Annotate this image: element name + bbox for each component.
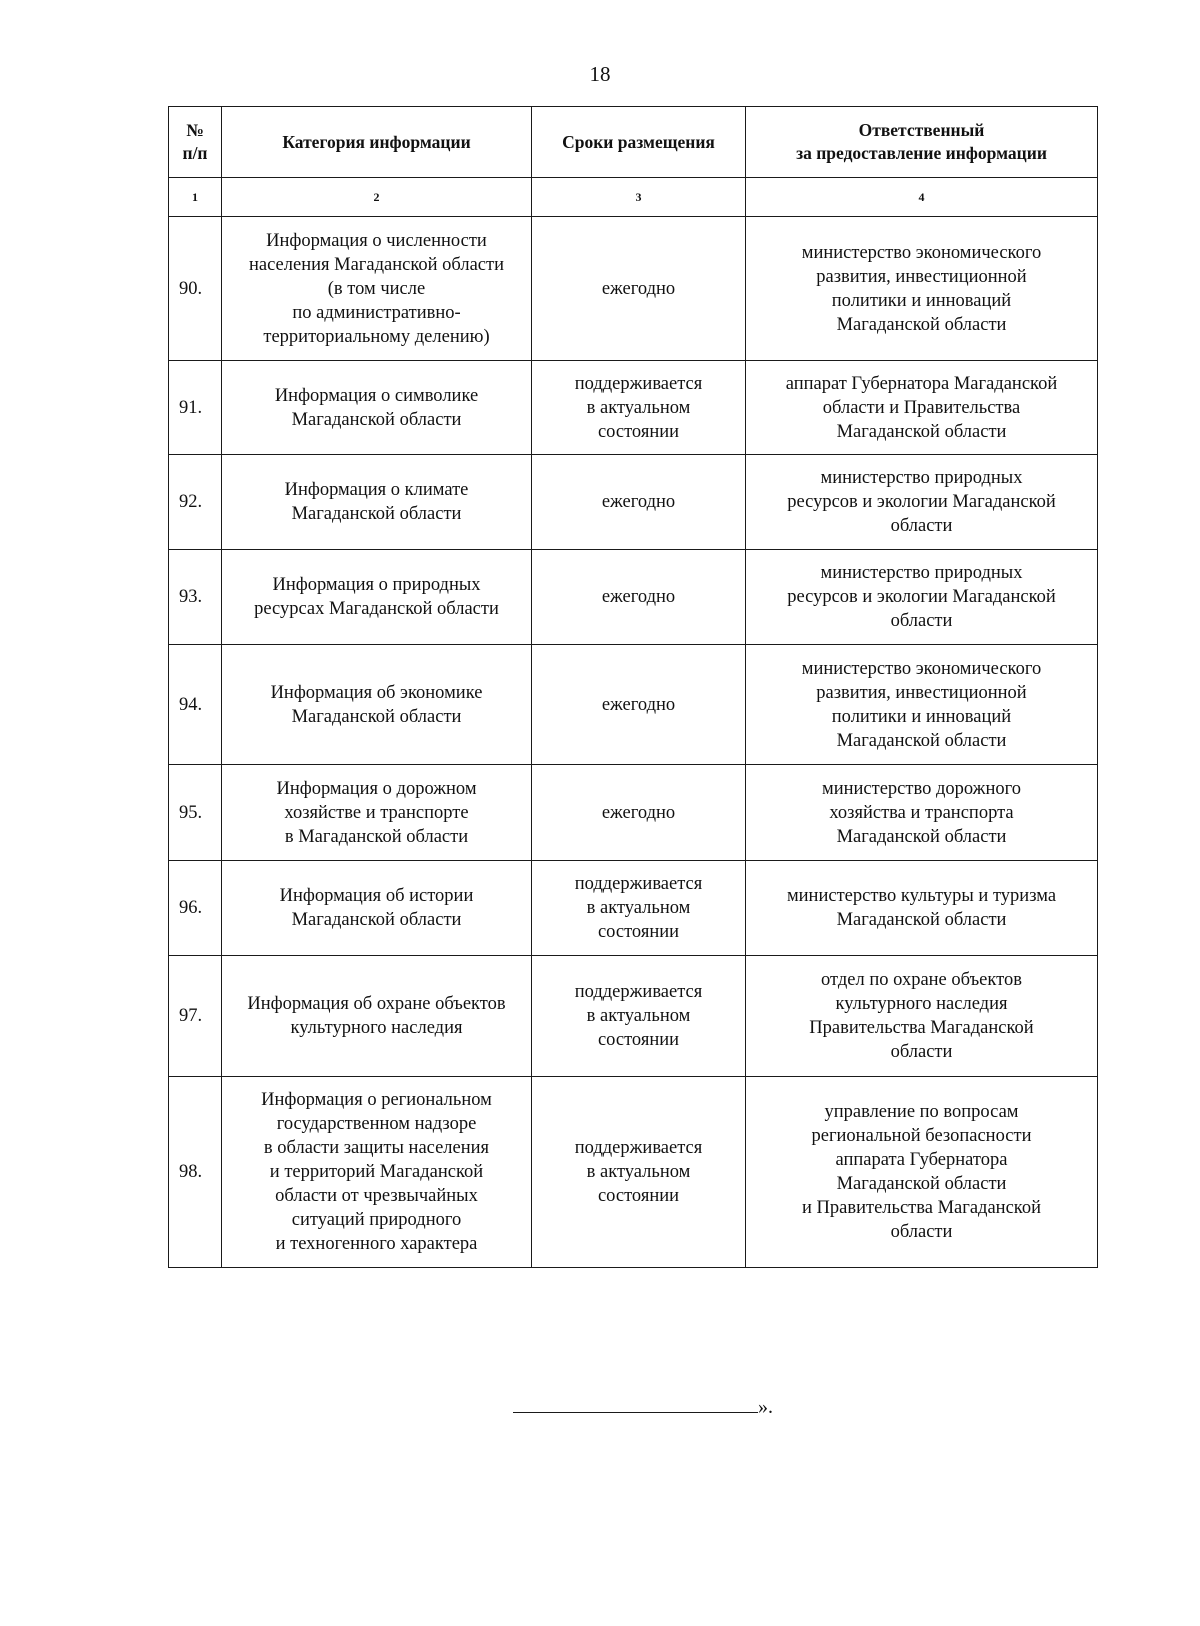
category-line: населения Магаданской области	[249, 254, 504, 275]
responsible-line: развития, инвестиционной	[816, 266, 1027, 287]
responsible-line: министерство экономического	[801, 242, 1042, 263]
responsible-line: Магаданской области	[836, 1174, 1007, 1194]
row-terms	[532, 550, 746, 645]
header-responsible-line-2: за предоставление информации	[796, 143, 1047, 163]
terms-line: ежегодно	[601, 802, 676, 823]
column-number-4: 4	[746, 178, 1098, 217]
row-number: 91.	[169, 361, 222, 455]
row-category	[222, 217, 532, 361]
category-line: Информация о символике	[274, 385, 479, 406]
responsible-line: политики и инноваций	[831, 290, 1012, 311]
category-line: Магаданской области	[291, 706, 462, 727]
responsible-line: управление по вопросам	[824, 1102, 1019, 1122]
category-line: Магаданской области	[291, 910, 462, 930]
terms-line: состоянии	[597, 922, 680, 942]
row-terms	[532, 361, 746, 455]
row-terms	[532, 861, 746, 956]
category-line: области от чрезвычайных	[275, 1186, 478, 1206]
closing-underline	[513, 1398, 758, 1413]
row-category	[222, 645, 532, 765]
terms-line: в актуальном	[586, 1006, 691, 1026]
responsible-line: Правительства Магаданской	[809, 1018, 1034, 1038]
responsible-line: политики и инноваций	[831, 706, 1012, 727]
column-number-row	[169, 178, 1098, 217]
responsible-line: хозяйства и транспорта	[829, 802, 1014, 823]
row-category	[222, 861, 532, 956]
row-responsible	[746, 956, 1098, 1077]
table-row	[169, 861, 1098, 956]
responsible-line: министерство культуры и туризма	[786, 886, 1057, 906]
category-line: государственном надзоре	[276, 1114, 477, 1134]
row-category	[222, 550, 532, 645]
row-terms	[532, 1077, 746, 1268]
category-line: Информация о численности	[266, 230, 487, 251]
table-row	[169, 765, 1098, 861]
row-category	[222, 956, 532, 1077]
row-responsible	[746, 861, 1098, 956]
table-row	[169, 645, 1098, 765]
responsible-line: Магаданской области	[836, 910, 1007, 930]
category-line: территориальному делению)	[263, 326, 490, 347]
closing-mark	[513, 1396, 773, 1419]
row-terms	[532, 455, 746, 550]
row-number: 97.	[169, 956, 222, 1077]
row-number: 93.	[169, 550, 222, 645]
responsible-line: Магаданской области	[836, 314, 1007, 335]
terms-line: состоянии	[597, 1030, 680, 1050]
category-line: и техногенного характера	[275, 1234, 478, 1254]
row-responsible	[746, 550, 1098, 645]
row-category	[222, 361, 532, 455]
category-line: Информация об экономике	[270, 682, 483, 703]
terms-line: поддерживается	[574, 982, 703, 1002]
row-responsible	[746, 217, 1098, 361]
responsible-line: Магаданской области	[836, 826, 1007, 847]
responsible-line: министерство природных	[820, 563, 1023, 583]
responsible-line: развития, инвестиционной	[816, 682, 1027, 703]
terms-line: поддерживается	[574, 373, 703, 394]
responsible-line: региональной безопасности	[811, 1126, 1032, 1146]
category-line: Информация о дорожном	[276, 778, 477, 799]
header-terms	[532, 107, 746, 178]
category-line: Магаданской области	[291, 409, 462, 430]
page-number: 18	[589, 62, 611, 86]
table-row	[169, 550, 1098, 645]
row-responsible	[746, 361, 1098, 455]
header-num	[169, 107, 222, 178]
responsible-line: министерство дорожного	[822, 778, 1021, 799]
terms-line: в актуальном	[586, 397, 691, 418]
terms-line: ежегодно	[601, 694, 676, 715]
responsible-line: ресурсов и экологии Магаданской	[787, 492, 1056, 512]
header-category	[222, 107, 532, 178]
table-body	[169, 178, 1098, 1268]
responsible-line: Магаданской области	[836, 730, 1007, 751]
category-line: ресурсах Магаданской области	[254, 599, 499, 619]
responsible-line: министерство экономического	[801, 658, 1042, 679]
row-number: 92.	[169, 455, 222, 550]
category-line: Информация о климате	[284, 480, 469, 500]
column-number-1: 1	[169, 178, 222, 217]
info-table	[168, 106, 1098, 1268]
row-responsible	[746, 1077, 1098, 1268]
header-row	[169, 107, 1098, 178]
category-line: хозяйстве и транспорте	[284, 802, 469, 823]
row-responsible	[746, 765, 1098, 861]
category-line: (в том числе	[327, 278, 426, 299]
row-terms	[532, 956, 746, 1077]
row-number: 94.	[169, 645, 222, 765]
category-line: культурного наследия	[290, 1018, 463, 1038]
header-responsible	[746, 107, 1098, 178]
terms-line: ежегодно	[601, 278, 676, 299]
header-category-line-1: Категория информации	[282, 131, 471, 152]
terms-line: ежегодно	[601, 587, 676, 607]
row-number: 96.	[169, 861, 222, 956]
column-number-3: 3	[532, 178, 746, 217]
responsible-line: министерство природных	[820, 468, 1023, 488]
row-responsible	[746, 455, 1098, 550]
row-number: 95.	[169, 765, 222, 861]
category-line: ситуаций природного	[291, 1210, 462, 1230]
header-num-line-1: №	[186, 120, 204, 140]
terms-line: поддерживается	[574, 1138, 703, 1158]
category-line: Информация о региональном	[261, 1090, 492, 1110]
terms-line: состоянии	[597, 1186, 680, 1206]
row-number: 98.	[169, 1077, 222, 1268]
category-line: по административно-	[292, 302, 461, 323]
responsible-line: области	[890, 611, 953, 631]
row-terms	[532, 217, 746, 361]
header-num-line-2: п/п	[182, 143, 208, 163]
responsible-line: области	[890, 1222, 953, 1242]
table-row	[169, 361, 1098, 455]
header-responsible-line-1: Ответственный	[858, 120, 985, 140]
responsible-line: отдел по охране объектов	[821, 970, 1022, 990]
row-number: 90.	[169, 217, 222, 361]
category-line: в Магаданской области	[284, 826, 469, 847]
responsible-line: области	[890, 516, 953, 536]
terms-line: в актуальном	[586, 1162, 691, 1182]
responsible-line: аппарата Губернатора	[835, 1150, 1008, 1170]
responsible-line: области	[890, 1042, 953, 1062]
responsible-line: и Правительства Магаданской	[802, 1198, 1041, 1218]
category-line: Информация о природных	[272, 575, 481, 595]
row-terms	[532, 645, 746, 765]
row-category	[222, 1077, 532, 1268]
table-row	[169, 217, 1098, 361]
row-category	[222, 765, 532, 861]
category-line: в области защиты населения	[263, 1138, 490, 1158]
table-row	[169, 956, 1098, 1077]
terms-line: поддерживается	[574, 874, 703, 894]
terms-line: в актуальном	[586, 898, 691, 918]
responsible-line: культурного наследия	[835, 994, 1008, 1014]
column-number-2: 2	[222, 178, 532, 217]
category-line: Магаданской области	[291, 504, 462, 524]
terms-line: ежегодно	[601, 492, 676, 512]
category-line: Информация об охране объектов	[247, 994, 506, 1014]
header-terms-line-1: Сроки размещения	[562, 131, 715, 152]
row-category	[222, 455, 532, 550]
table-row	[169, 1077, 1098, 1268]
category-line: Информация об истории	[279, 886, 474, 906]
table-row	[169, 455, 1098, 550]
terms-line: состоянии	[597, 421, 680, 442]
responsible-line: аппарат Губернатора Магаданской	[785, 373, 1058, 394]
row-terms	[532, 765, 746, 861]
responsible-line: ресурсов и экологии Магаданской	[787, 587, 1056, 607]
closing-quote: ».	[758, 1396, 773, 1418]
category-line: и территорий Магаданской	[269, 1162, 484, 1182]
row-responsible	[746, 645, 1098, 765]
responsible-line: области и Правительства	[822, 397, 1021, 418]
responsible-line: Магаданской области	[836, 421, 1007, 442]
